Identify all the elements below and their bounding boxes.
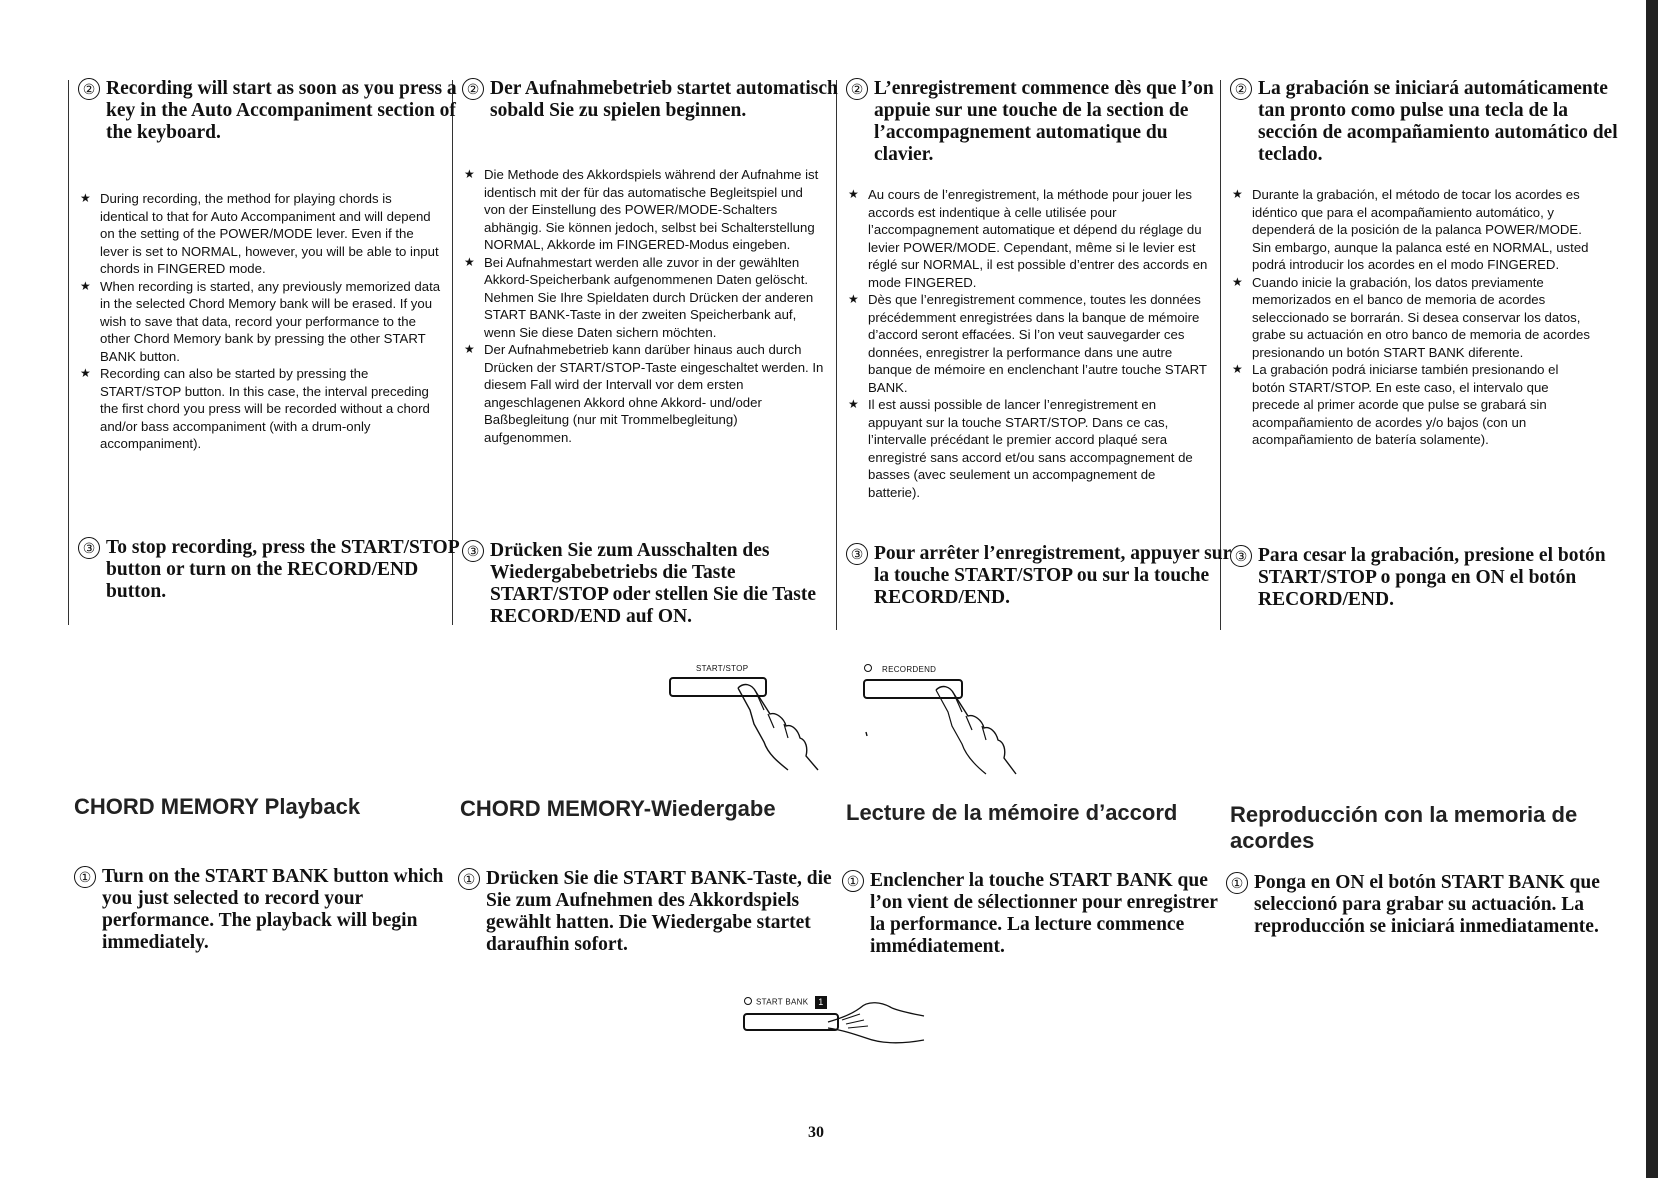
section-title: CHORD MEMORY-Wiedergabe [460,796,776,821]
star-icon: ★ [80,366,91,380]
star-icon: ★ [464,342,475,356]
note-item: ★ Die Methode des Akkordspiels während der Aufnahme ist identisch mit der für das automatische Begleitspiel und von der Einstellung des POWER/MODE-Schalters abhängig. Sie können jedoch, selbst bei Schalterstellung NORMAL, Akkorde im FINGERED-Modus eingeben. [464,167,819,252]
section-title: Reproducción con la memoria de acordes [1230,802,1578,853]
star-icon: ★ [848,187,859,201]
step-number: ③ [846,543,868,565]
step-text: Pour arrêter l’enregistrement, appuyer sur la touche START/STOP ou sur la touche RECORD/END. [874,543,1231,608]
note-item: ★ When recording is started, any previously memorized data in the selected Chord Memory bank will be erased. If you wish to save that data, record your performance to the other Chord Memory bank by pressing the other START BANK button. [80,278,441,364]
step-1 [842,870,1230,958]
step-3 [846,543,1234,609]
indicator-light-icon [864,664,872,672]
note-item: ★ Durante la grabación, el método de tocar los acordes es idéntico que para el acompañamiento automático, y dependerá de la posición de la palanca POWER/MODE. Sin embargo, aunque la palanca esté en NORMAL, usted podrá introducir los acordes en el modo FINGERED. [1232,187,1589,272]
start-bank-label: START BANK 1 [744,996,827,1009]
step-number: ② [1230,78,1252,100]
step-3 [78,537,462,603]
star-icon: ★ [1232,187,1243,201]
record-end-label: RECORDEND [864,664,936,674]
notes-list [462,166,826,446]
step-text: La grabación se iniciará automáticamente tan pronto como pulse una tecla de la sección de acompañamiento automático del teclado. [1258,78,1618,165]
step-text: Recording will start as soon as you press a key in the Auto Accompaniment section of the keyboard. [106,78,457,143]
note-item: ★ Dès que l’enregistrement commence, toutes les données précédemment enregistrées dans la banque de mémoire d’accord seront effacées. Si l’on veut sauvegarder ces données, enregistrer la performance dans une autre banque de mémoire en enclenchant l’autre touche START BANK. [848,292,1207,395]
step-1 [74,866,452,954]
step-number: ③ [1230,545,1252,567]
star-icon: ★ [464,167,475,181]
column-rule [68,80,69,625]
hand-pressing-icon [862,662,1042,782]
step-number: ③ [462,540,484,562]
note-item: ★ Der Aufnahmebetrieb kann darüber hinaus auch durch Drücken der START/STOP-Taste eingeschaltet werden. In diesem Fall wird der Intervall vor dem ersten angeschlagenen Akkord ohne Akkord- und/oder Baßbegleitung (nur mit Trommelbegleitung) aufgenommen. [464,342,824,445]
start-stop-label: START/STOP [696,664,749,673]
bank-number-badge: 1 [815,996,827,1009]
step-text: To stop recording, press the START/STOP button or turn on the RECORD/END button. [106,537,459,602]
scan-edge [1646,0,1658,1178]
star-icon: ★ [1232,274,1243,289]
star-icon: ★ [80,278,91,293]
note-item: ★ Il est aussi possible de lancer l’enregistrement en appuyant sur la touche START/STOP. Dans ce cas, l’intervalle précédant le premier accord plaqué sera enregistré sans accord et/ou sans accompagnement de basses (avec seulement un accompagnement de batterie). [848,397,1193,500]
step-3 [1230,545,1623,611]
step-number: ① [842,870,864,892]
indicator-light-icon [744,997,752,1005]
step-number: ① [1226,872,1248,894]
star-icon: ★ [848,292,859,306]
column-spanish [1230,78,1618,449]
step-number: ② [462,78,484,100]
step-text: Ponga en ON el botón START BANK que seleccionó para grabar su actuación. La reproducción se iniciará inmediatamente. [1254,872,1600,937]
step-2 [1230,78,1623,166]
notes-list [846,186,1210,501]
step-number: ① [74,866,96,888]
page-number: 30 [808,1124,824,1141]
note-item: ★ Au cours de l’enregistrement, la méthode pour jouer les accords est indentique à celle utilisée pour l’accompagnement automatique et dépend du réglage du levier POWER/MODE. Cependant, même si le levier est réglé sur NORMAL, il est possible d’entrer des accords en mode FINGERED. [848,187,1208,290]
column-german [462,78,838,446]
hand-pressing-icon [668,662,828,772]
start-bank-figure [742,994,942,1054]
step-number: ① [458,868,480,890]
section-title: Lecture de la mémoire d’accord [846,800,1178,825]
note-item: ★ La grabación podrá iniciarse también presionando el botón START/STOP. En este caso, el intervalo que precede al primer acorde que pulse se grabará sin acompañamiento de acordes y/o bajos (con un acompañamiento de batería solamente). [1232,362,1559,447]
step-3 [462,540,850,628]
step-text: Drücken Sie zum Ausschalten des Wiedergabebetriebs die Taste START/STOP oder stellen Sie die Taste RECORD/END auf ON. [490,540,816,627]
star-icon: ★ [848,397,859,411]
step-text: Para cesar la grabación, presione el botón START/STOP o ponga en ON el botón RECORD/END. [1258,545,1606,610]
star-icon: ★ [1232,362,1243,376]
step-text: Turn on the START BANK button which you just selected to record your performance. The playback will begin immediately. [102,866,444,953]
step-2 [462,78,840,122]
step-text: Enclencher la touche START BANK que l’on vient de sélectionner pour enregistrer la performance. La lecture commence immédiatement. [870,870,1218,957]
note-item: ★ During recording, the method for playing chords is identical to that for Auto Accompaniment and will depend on the setting of the POWER/MODE lever. Even if the lever is set to NORMAL, however, you will be able to input chords in FINGERED mode. [80,191,439,276]
star-icon: ★ [464,254,475,269]
note-item: ★ Cuando inicie la grabación, los datos previamente memorizados en el banco de memoria de acordes seleccionado se borrarán. Si desea conservar los datos, grabe su actuación en otro banco de memoria de acordes presionando un botón START BANK diferente. [1232,274,1590,360]
section-title: CHORD MEMORY Playback [74,794,361,819]
notes-list [1230,186,1594,449]
star-icon: ★ [80,191,91,205]
step-text: Der Aufnahmebetrieb startet automatisch sobald Sie zu spielen beginnen. [490,78,838,121]
step-2 [846,78,1224,166]
step-number: ③ [78,537,100,559]
step-1 [1226,872,1624,938]
note-item: ★ Recording can also be started by pressing the START/STOP button. In this case, the interval preceding the first chord you press will be recorded without a chord and/or bass accompaniment (with a drum-only accompaniment). [80,366,430,451]
record-end-figure [862,662,1042,782]
note-item: ★ Bei Aufnahmestart werden alle zuvor in der gewählten Akkord-Speicherbank aufgenommenen Daten gelöscht. Nehmen Sie Ihre Spieldaten durch Drücken der anderen START BANK-Taste in der zweiten Speicherbank auf, wenn Sie diese Daten sichern möchten. [464,254,814,340]
column-french [846,78,1214,501]
step-2 [78,78,462,144]
start-stop-figure [668,662,828,772]
step-text: Drücken Sie die START BANK-Taste, die Sie zum Aufnehmen des Akkordspiels gewählt hatten. Die Wiedergabe startet daraufhin sofort. [486,868,832,955]
column-english [78,78,457,453]
step-number: ② [78,78,100,100]
step-text: L’enregistrement commence dès que l’on appuie sur une touche de la section de l’accompagnement automatique du clavier. [874,78,1214,165]
notes-list [78,190,442,453]
step-1 [458,868,856,956]
step-number: ② [846,78,868,100]
